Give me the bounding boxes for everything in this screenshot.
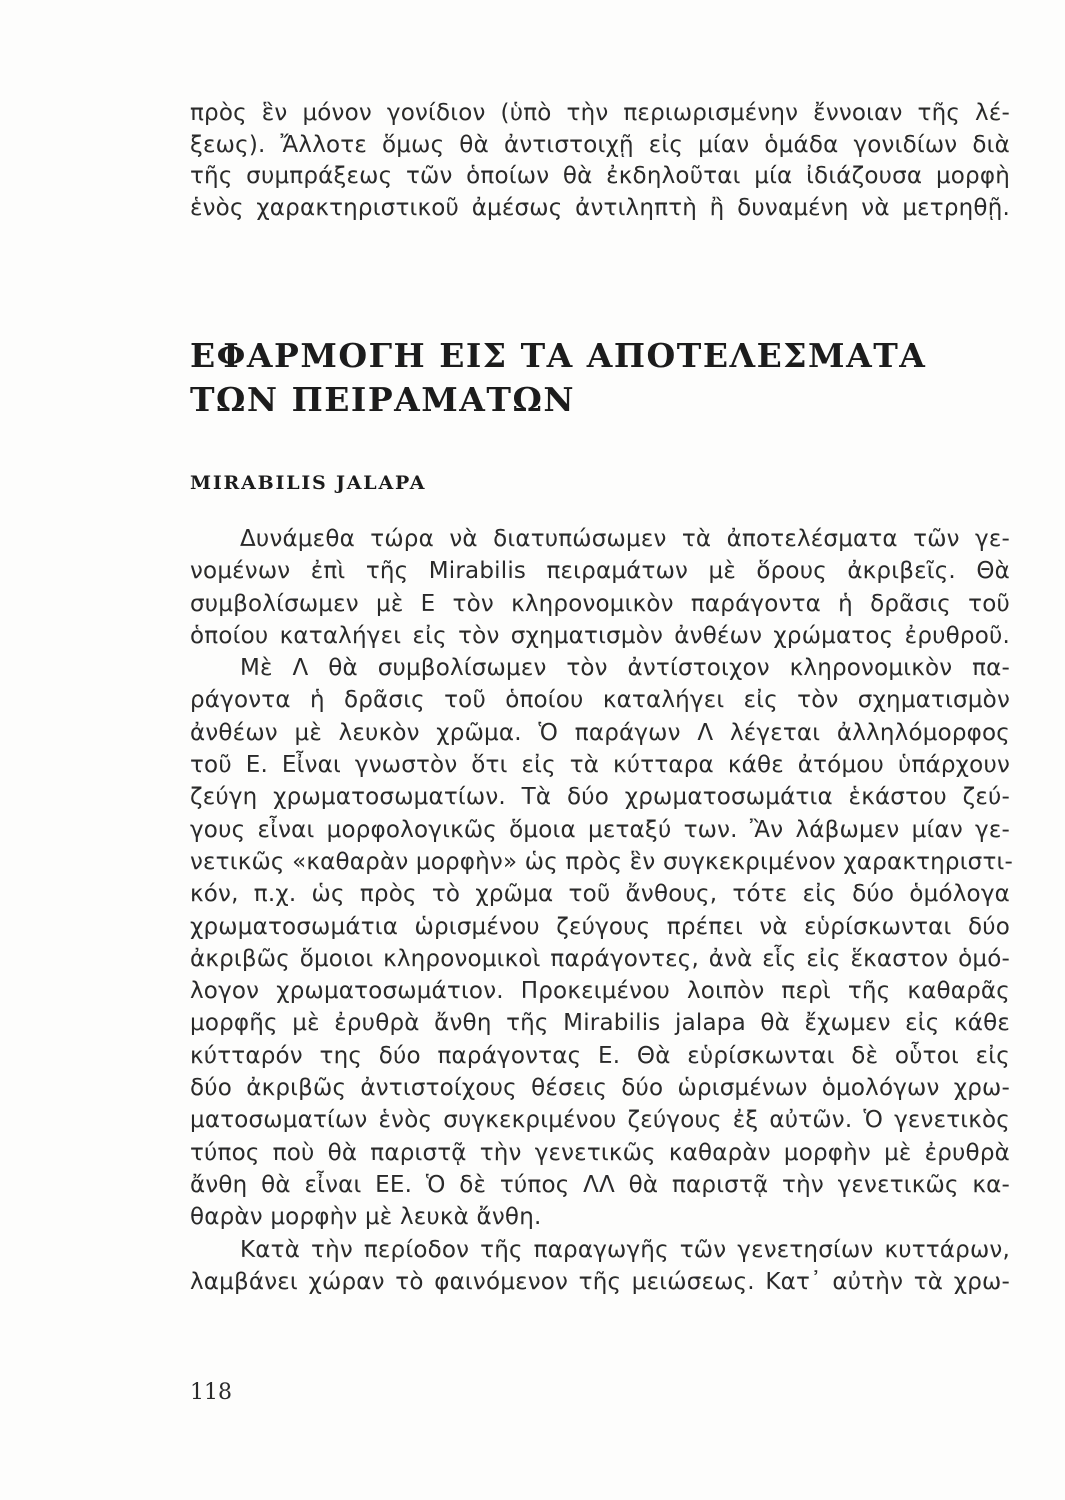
subsection-heading: MIRABILIS JALAPA — [190, 472, 427, 494]
text-line: πρὸς ἓν μόνον γονίδιον (ὑπὸ τὴν περιωρισμένην ἔννοιαν τῆς λέ- — [190, 100, 1010, 126]
text-line: ζεύγη χρωματοσωματίων. Τὰ δύο χρωματοσωμάτια ἑκάστου ζεύ- — [190, 784, 1010, 811]
page-number: 118 — [190, 1380, 232, 1405]
text-line: ἑνὸς χαρακτηριστικοῦ ἀμέσως ἀντιληπτὴ ἢ δυναμένη νὰ μετρηθῇ. — [190, 194, 1010, 221]
text-line: ἄνθη θὰ εἶναι ΕΕ. Ὁ δὲ τύπος ΛΛ θὰ παριστᾷ τὴν γενετικῶς κα- — [190, 1171, 1010, 1198]
text-line: τύπος ποὺ θὰ παριστᾷ τὴν γενετικῶς καθαρὰν μορφὴν μὲ ἐρυθρὰ — [190, 1139, 1010, 1166]
text-line: Μὲ Λ θὰ συμβολίσωμεν τὸν ἀντίστοιχον κληρονομικὸν πα- — [240, 655, 1010, 682]
text-line: τοῦ Ε. Εἶναι γνωστὸν ὅτι εἰς τὰ κύτταρα κάθε ἀτόμου ὑπάρχουν — [190, 752, 1010, 779]
text-line: Κατὰ τὴν περίοδον τῆς παραγωγῆς τῶν γενετησίων κυττάρων, — [240, 1236, 1010, 1263]
text-line: ξεως). Ἄλλοτε ὅμως θὰ ἀντιστοιχῇ εἰς μίαν ὁμάδα γονιδίων διὰ — [190, 131, 1010, 158]
intro-paragraph — [190, 98, 1010, 224]
text-line: ματοσωματίων ἑνὸς συγκεκριμένου ζεύγους ἐξ αὐτῶν. Ὁ γενετικὸς — [190, 1107, 1010, 1134]
text-line: ἀκριβῶς ὅμοιοι κληρονομικοὶ παράγοντες, ἀνὰ εἷς εἰς ἕκαστον ὁμό- — [190, 945, 1010, 972]
text-line: ὁποίου καταλήγει εἰς τὸν σχηματισμὸν ἀνθέων χρώματος ἐρυθροῦ. — [190, 622, 1010, 649]
text-line: τῆς συμπράξεως τῶν ὁποίων θὰ ἐκδηλοῦται μία ἰδιάζουσα μορφὴ — [190, 163, 1010, 189]
section-heading-line-1: ΕΦΑΡΜΟΓΗ ΕΙΣ ΤΑ ΑΠΟΤΕΛΕΣΜΑΤΑ — [190, 336, 927, 375]
text-line: κύτταρόν της δύο παράγοντας Ε. Θὰ εὑρίσκωνται δὲ οὗτοι εἰς — [190, 1042, 1010, 1069]
text-line: δύο ἀκριβῶς ἀντιστοίχους θέσεις δύο ὡρισμένων ὁμολόγων χρω- — [190, 1075, 1010, 1102]
text-line: νομένων ἐπὶ τῆς Mirabilis πειραμάτων μὲ ὅρους ἀκριβεῖς. Θὰ — [190, 558, 1010, 585]
text-line: λογον χρωματοσωμάτιον. Προκειμένου λοιπὸν περὶ τῆς καθαρᾶς — [190, 978, 1010, 1005]
text-line: χρωματοσωμάτια ὡρισμένου ζεύγους πρέπει νὰ εὑρίσκωνται δύο — [190, 913, 1010, 940]
text-line: λαμβάνει χώραν τὸ φαινόμενον τῆς μειώσεως. Κατ᾽ αὐτὴν τὰ χρω- — [190, 1268, 1010, 1295]
text-line: ράγοντα ἡ δρᾶσις τοῦ ὁποίου καταλήγει εἰς τὸν σχηματισμὸν — [190, 687, 1010, 714]
body-paragraphs — [190, 523, 1013, 1298]
text-line: ἀνθέων μὲ λευκὸν χρῶμα. Ὁ παράγων Λ λέγεται ἀλληλόμορφος — [190, 719, 1010, 746]
text-line: συμβολίσωμεν μὲ Ε τὸν κληρονομικὸν παράγοντα ἡ δρᾶσις τοῦ — [190, 590, 1010, 617]
text-line: νετικῶς «καθαρὰν μορφὴν» ὡς πρὸς ἓν συγκεκριμένον χαρακτηριστι- — [190, 848, 1013, 875]
text-line: γους εἶναι μορφολογικῶς ὅμοια μεταξύ των. Ἂν λάβωμεν μίαν γε- — [190, 816, 1010, 843]
section-heading-line-2: ΤΩΝ ΠΕΙΡΑΜΑΤΩΝ — [190, 380, 575, 419]
text-line: θαρὰν μορφὴν μὲ λευκὰ ἄνθη. — [190, 1204, 542, 1231]
text-line: μορφῆς μὲ ἐρυθρὰ ἄνθη τῆς Mirabilis jalapa θὰ ἔχωμεν εἰς κάθε — [190, 1010, 1010, 1037]
text-line: Δυνάμεθα τώρα νὰ διατυπώσωμεν τὰ ἀποτελέσματα τῶν γε- — [240, 526, 1010, 552]
text-line: κόν, π.χ. ὡς πρὸς τὸ χρῶμα τοῦ ἄνθους, τότε εἰς δύο ὁμόλογα — [190, 881, 1010, 908]
